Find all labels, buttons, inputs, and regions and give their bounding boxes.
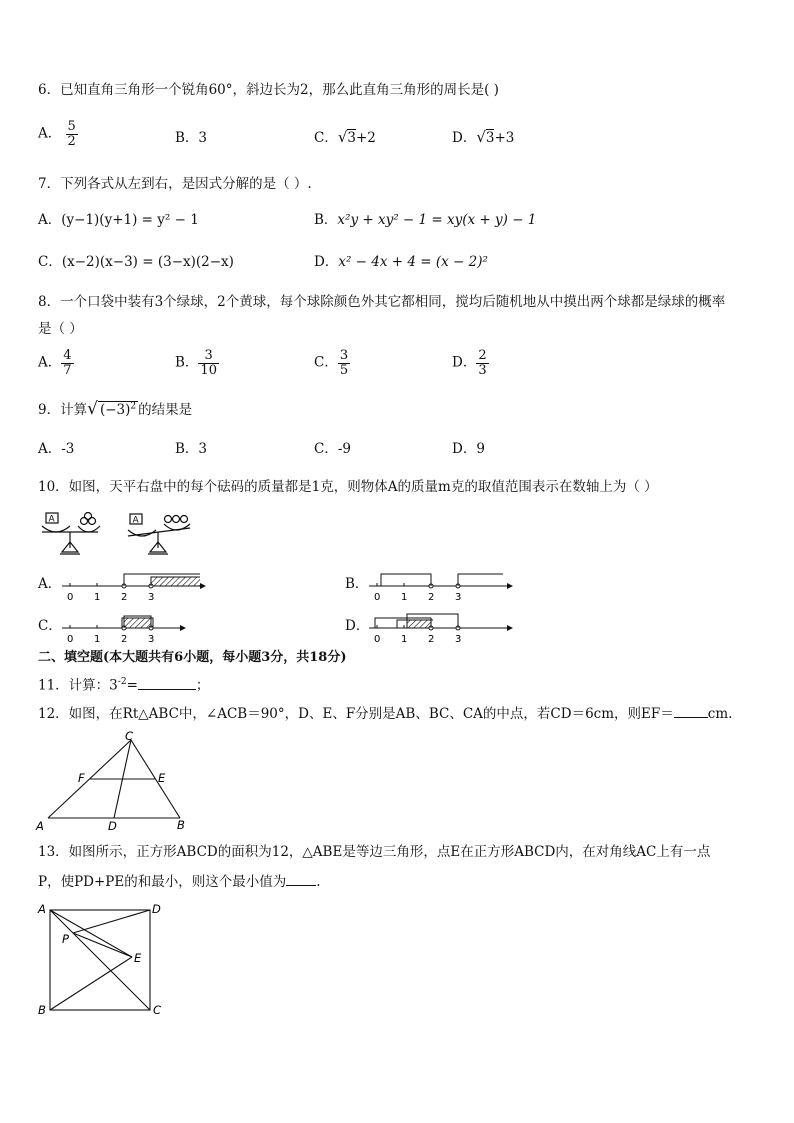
q9-stem-post: 的结果是 [138,402,193,418]
q9-stem-pre: 9．计算 [38,402,88,418]
svg-text:0: 0 [374,592,381,603]
point-b-label: B [38,1003,46,1017]
point-e-label: E [158,771,166,785]
q6-stem: 6．已知直角三角形一个锐角60°，斜边长为2，那么此直角三角形的周长是( ) [38,82,499,98]
q10-option-a-numberline[interactable] [60,572,208,604]
q6-d-label: D． [452,130,477,146]
q6-option-d[interactable] [452,130,514,146]
q11-answer-blank[interactable] [138,689,196,690]
q13-answer-blank[interactable] [286,885,316,886]
q11-stem-text: 11．计算：3 [38,677,118,694]
q8-option-b[interactable] [175,349,219,377]
q13-end: . [316,874,321,890]
q12-stem-text: 12．如图，在Rt△ABC中，∠ACB＝90°，D、E、F分别是AB、BC、CA的中点，若CD＝6cm，则EF＝ [38,706,674,722]
q6-d-tail: +3 [494,130,515,146]
section-2-title: 二、填空题(本大题共有6小题，每小题3分，共18分) [38,650,347,665]
q6-a-label: A． [38,125,62,142]
q12-answer-blank[interactable] [674,717,708,718]
q10-option-b-numberline[interactable] [367,572,515,604]
svg-text:1: 1 [94,592,101,603]
q13-stem-line2 [38,876,321,890]
q11-end: ； [195,677,210,694]
q7-c-expr: (x−2)(x−3) = (3−x)(2−x) [61,254,234,270]
sqrt-icon: √ [87,399,98,419]
q9-radical [98,401,138,418]
svg-text:1: 1 [401,592,408,603]
q7-d-label: D． [314,254,339,270]
q9-stem [38,401,192,418]
point-f-label: F [78,771,85,785]
svg-text:2: 2 [428,634,435,644]
svg-text:3: 3 [148,592,155,603]
q8-stem-line1: 8．一个口袋中装有3个绿球，2个黄球，每个球除颜色外其它都相同，搅均后随机地从中摸出两个球都是绿球的概率 [38,294,726,310]
segment-be [50,957,132,1010]
q9-option-c[interactable]: C．-9 [314,441,351,457]
q6-c-radicand: 3 [347,130,356,146]
point-d-label: D [108,819,117,833]
svg-text:0: 0 [67,592,74,603]
q12-triangle-figure [34,730,194,834]
q12-unit: cm. [707,706,733,722]
q8-option-d[interactable] [452,349,489,377]
arrow-icon [180,625,186,631]
q7-option-b[interactable] [314,214,536,228]
q13-square-figure [34,900,174,1020]
q13-stem-line2-text: P，使PD+PE的和最小，则这个最小值为 [38,874,287,890]
arrow-icon [507,583,513,589]
balance-scales-figure [38,508,198,558]
svg-text:0: 0 [374,634,381,644]
q9-exponent: 2 [130,401,137,412]
segment-pd [73,910,150,933]
point-c-label: C [153,1003,162,1017]
q8-d-fraction: $\frac{2}{3}$ [478,348,487,378]
q6-a-fraction: $\frac{5}{2}$ [67,119,76,149]
q8-stem-line2: 是（ ） [38,321,83,337]
q8-option-c[interactable] [314,349,350,377]
q6-option-c[interactable] [314,130,376,146]
scale2-object-label: A [132,515,139,526]
arrow-icon [200,583,206,589]
q10-option-d-numberline[interactable] [367,612,515,644]
svg-text:1: 1 [94,634,101,644]
sqrt-icon: √ [337,128,348,146]
q8-a-label: A． [38,354,62,371]
svg-text:2: 2 [121,592,128,603]
q6-d-radicand: 3 [485,130,495,146]
scale1-object-label: A [48,514,55,525]
q9-radicand: (−3) [99,402,131,418]
q12-stem [38,708,732,722]
q7-a-label: A． [38,212,62,228]
q10-c-label: C． [38,618,62,634]
q10-b-label: B． [345,576,369,592]
q8-d-label: D． [452,354,477,371]
q11-exponent: -2 [117,677,127,687]
q8-a-fraction: $\frac{4}{7}$ [63,348,72,378]
point-d-label: D [152,902,161,916]
q6-b-value: 3 [198,130,208,146]
svg-text:3: 3 [455,592,462,603]
q8-option-a[interactable] [38,349,74,377]
point-a-label: A [36,819,44,833]
q7-option-a[interactable] [38,214,199,228]
svg-text:0: 0 [67,634,74,644]
q7-a-expr: (y−1)(y+1) = y² − 1 [61,212,199,228]
balance-scale-2 [128,514,190,554]
q8-b-fraction: $\frac{3}{10}$ [200,348,217,378]
q6-c-tail: +2 [356,130,376,146]
svg-text:2: 2 [121,634,128,644]
q10-a-label: A． [38,576,62,592]
q6-option-a[interactable] [38,120,78,148]
q9-option-b[interactable]: B．3 [175,441,208,457]
q10-option-c-numberline[interactable] [60,612,188,644]
q6-c-label: C． [314,130,338,146]
q9-option-d[interactable]: D．9 [452,441,485,457]
arrow-icon [507,625,513,631]
svg-text:1: 1 [401,634,408,644]
q7-c-label: C． [38,254,62,270]
q10-stem: 10．如图，天平右盘中的每个砝码的质量都是1克，则物体A的质量m克的取值范围表示在数轴上为（ ） [38,479,658,495]
point-e-label: E [134,951,142,965]
q8-c-label: C． [314,354,338,371]
segment-pe [73,933,132,957]
q6-b-label: B． [175,130,199,146]
point-c-label: C [125,730,134,743]
balance-scale-1 [42,513,100,555]
point-a-label: A [38,902,46,916]
q7-d-expr: x² − 4x + 4 = (x − 2)² [338,254,488,270]
q7-b-label: B． [314,212,338,228]
q10-d-label: D． [345,618,370,634]
q13-stem-line1: 13．如图所示，正方形ABCD的面积为12，△ABE是等边三角形，点E在正方形ABCD内，在对角线AC上有一点 [38,844,711,860]
q7-b-expr: x²y + xy² − 1 = xy(x + y) − 1 [337,212,537,228]
svg-text:2: 2 [428,592,435,603]
svg-text:3: 3 [148,634,155,644]
point-b-label: B [177,818,185,832]
q7-stem: 7．下列各式从左到右，是因式分解的是（ ）. [38,176,312,192]
q8-b-label: B． [175,354,199,371]
sqrt-icon: √ [476,128,486,146]
point-p-label: P [62,932,69,946]
svg-text:3: 3 [455,634,462,644]
q11-stem [38,678,209,693]
q9-option-a[interactable]: A．-3 [38,441,75,457]
q7-option-d[interactable] [314,256,488,270]
q11-tail: = [126,677,138,694]
q6-option-b[interactable] [175,132,207,146]
q7-option-c[interactable] [38,256,234,270]
q8-c-fraction: $\frac{3}{5}$ [339,348,349,378]
